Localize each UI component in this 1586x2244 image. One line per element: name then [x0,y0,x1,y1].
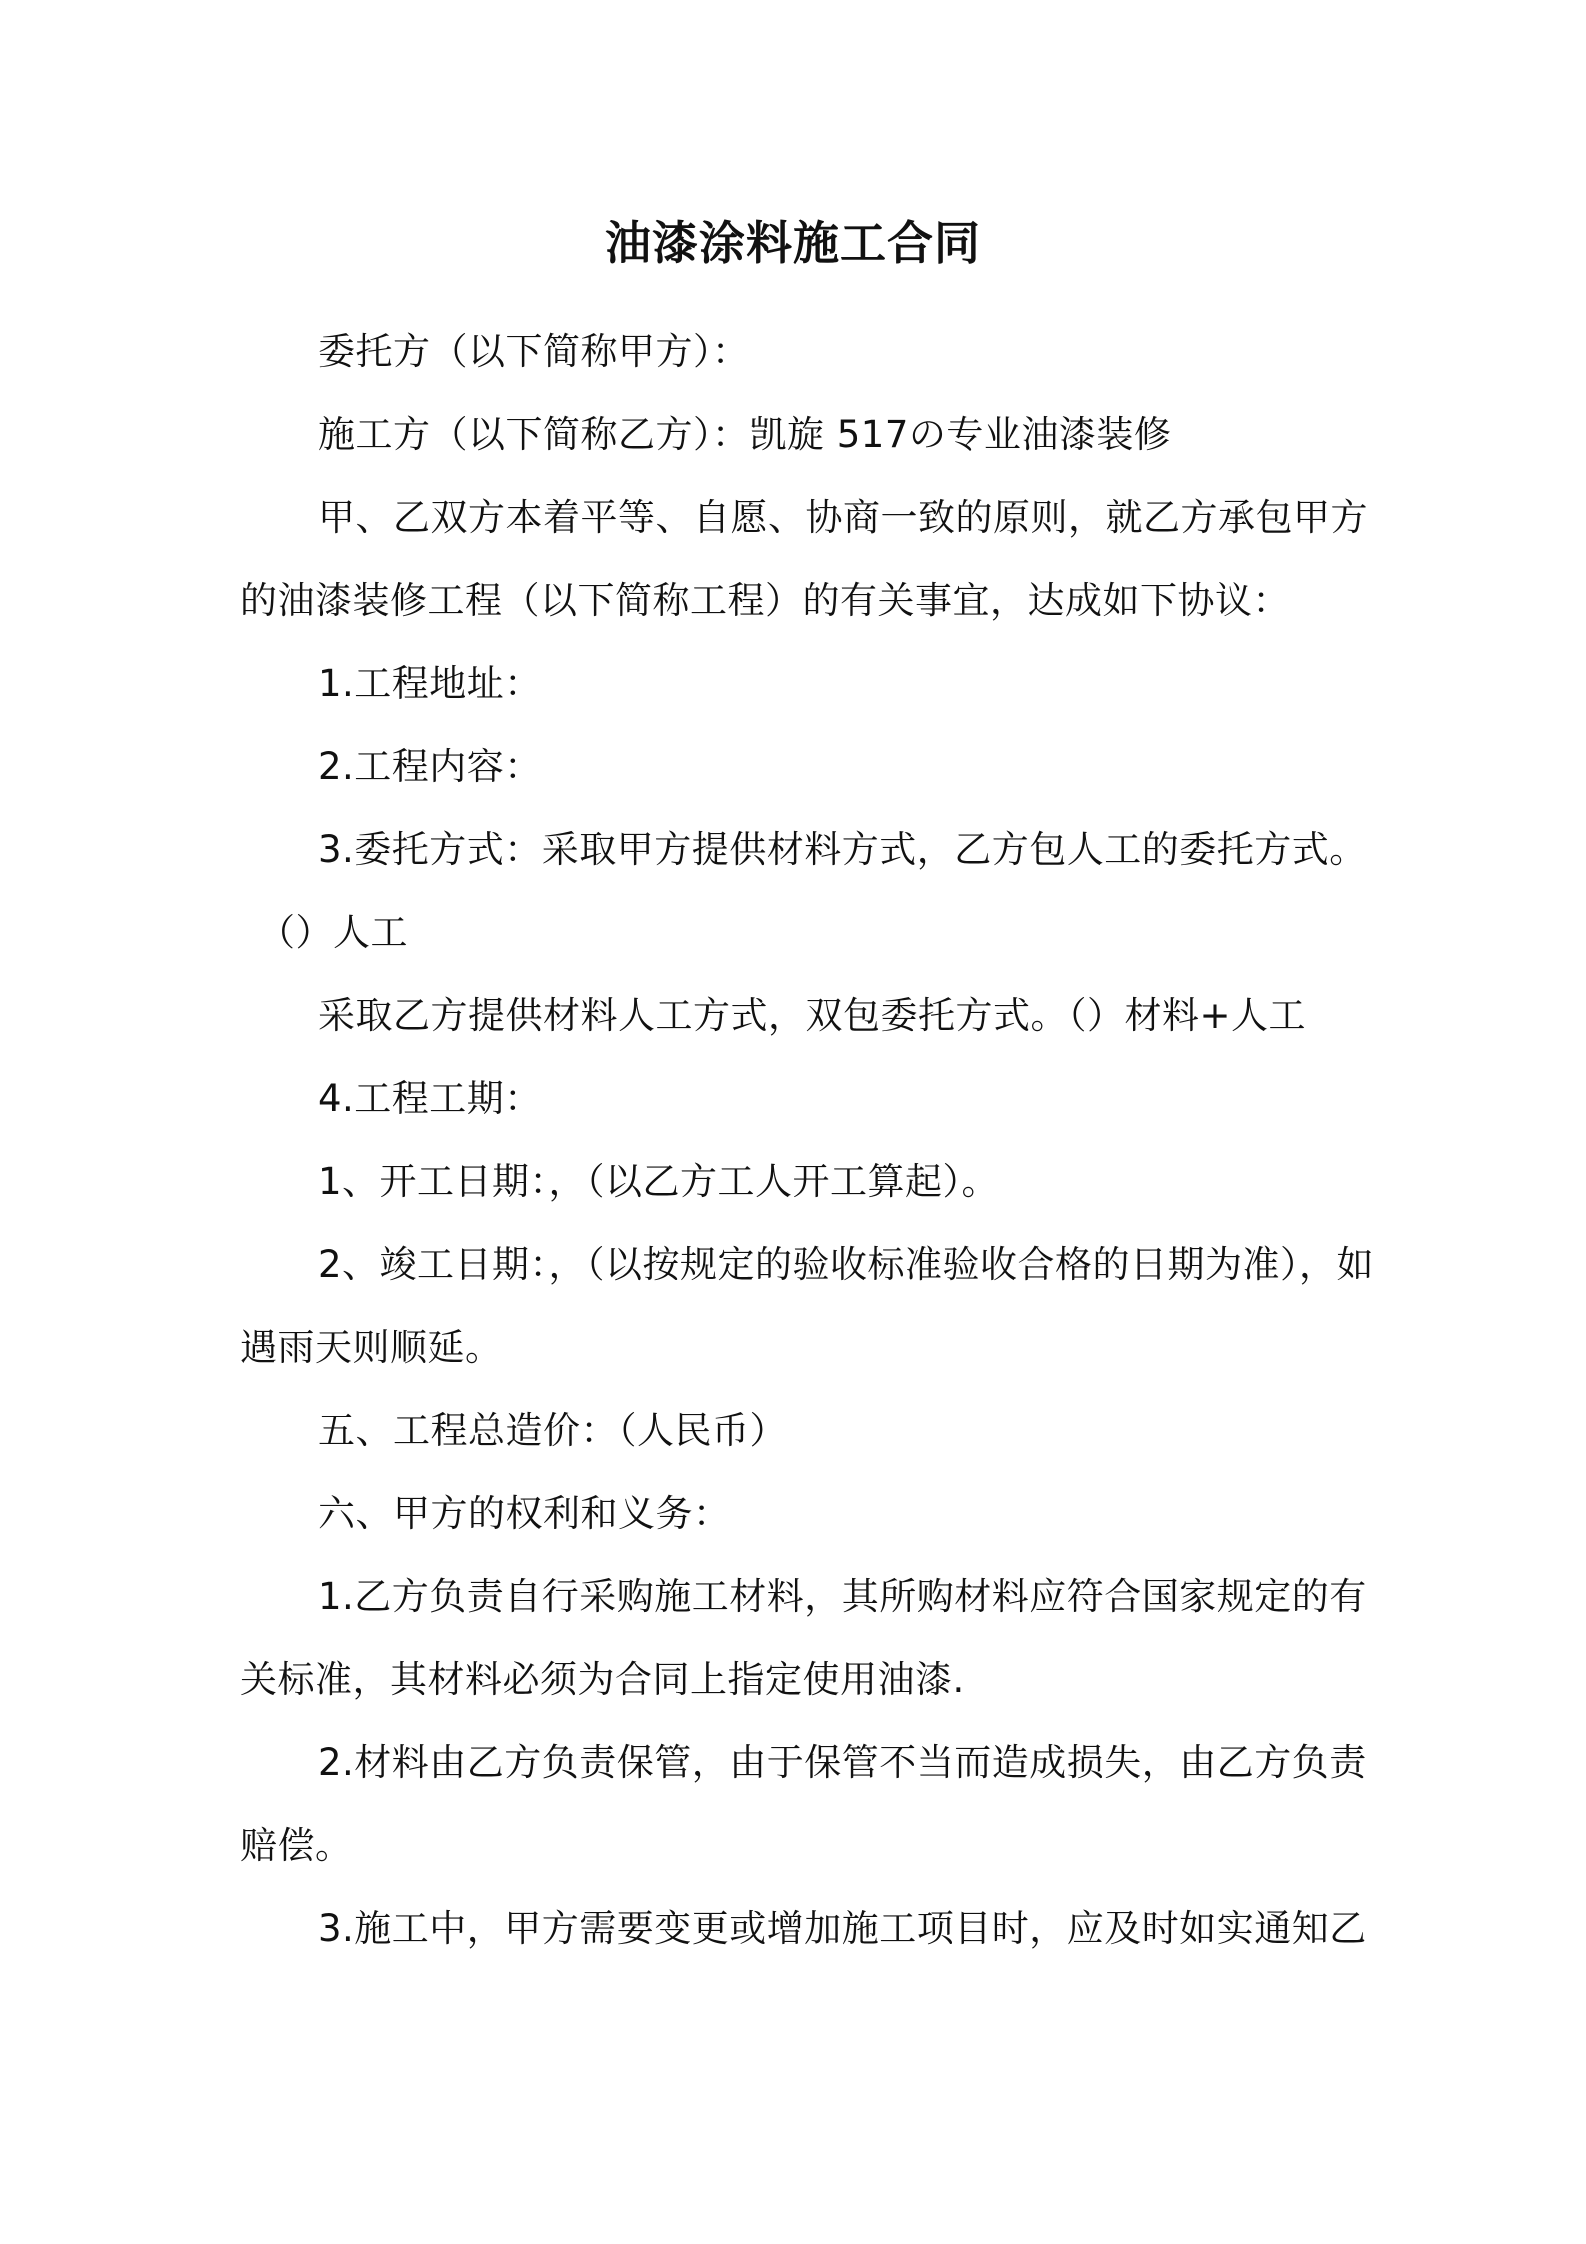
paragraph-line: 关标准，其材料必须为合同上指定使用油漆. [240,1658,965,1701]
paragraph-line: 五、工程总造价：（人民币） [318,1409,787,1452]
paragraph-line: 3.施工中，甲方需要变更或增加施工项目时，应及时如实通知乙 [318,1907,1367,1950]
paragraph-line: （）人工 [258,911,408,954]
paragraph-line: 赔偿。 [240,1824,353,1867]
paragraph-line: 的油漆装修工程（以下简称工程）的有关事宜，达成如下协议： [240,579,1290,622]
paragraph-line: 1、开工日期：，（以乙方工人开工算起）。 [318,1160,1000,1203]
document-title: 油漆涂料施工合同 [605,216,981,270]
paragraph-line: 1.工程地址： [318,662,542,705]
paragraph-line: 采取乙方提供材料人工方式，双包委托方式。（）材料+人工 [318,994,1307,1037]
paragraph-line: 2.工程内容： [318,745,542,788]
paragraph-line: 3.委托方式：采取甲方提供材料方式，乙方包人工的委托方式。 [318,828,1367,871]
paragraph-line: 六、甲方的权利和义务： [318,1492,731,1535]
paragraph-line: 施工方（以下简称乙方）：凯旋 517の专业油漆装修 [318,413,1172,456]
paragraph-line: 委托方（以下简称甲方）： [318,330,750,373]
paragraph-line: 遇雨天则顺延。 [240,1326,503,1369]
paragraph-line: 2、竣工日期：，（以按规定的验收标准验收合格的日期为准），如 [318,1243,1375,1286]
paragraph-line: 甲、乙双方本着平等、自愿、协商一致的原则，就乙方承包甲方 [318,496,1368,539]
paragraph-line: 1.乙方负责自行采购施工材料，其所购材料应符合国家规定的有 [318,1575,1367,1618]
paragraph-line: 4.工程工期： [318,1077,542,1120]
paragraph-line: 2.材料由乙方负责保管，由于保管不当而造成损失，由乙方负责 [318,1741,1367,1784]
